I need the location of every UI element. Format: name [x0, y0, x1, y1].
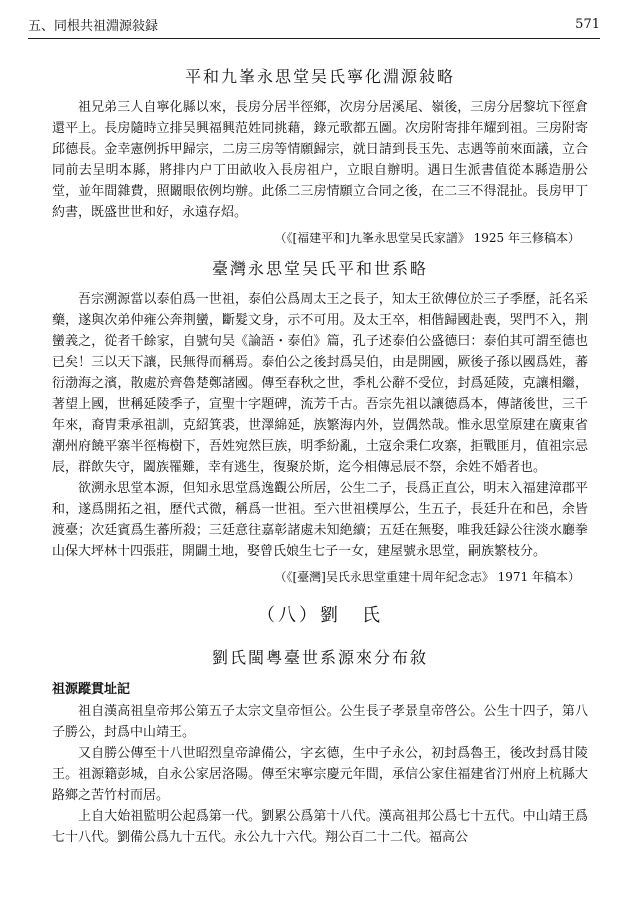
subheading: 祖源蹤貫址記 — [52, 682, 131, 697]
section-title: 平和九峯永思堂吴氏寧化淵源敍略 — [184, 67, 455, 86]
source-citation: （《[福建平和]九峯永思堂吴氏家譜》 1925 年三修稿本） — [274, 231, 580, 245]
paragraph: 祖自漢高祖皇帝邦公第五子太宗文皇帝恒公。公生長子孝景皇帝啓公。公生十四子，第八子勝公，封爲中山靖王。 — [52, 704, 588, 740]
page-number: 571 — [575, 16, 600, 32]
page-body — [52, 58, 588, 848]
source-citation: （《[臺灣]吴氏永思堂重建十周年紀念志》 1971 年稿本） — [274, 570, 580, 584]
running-header-title: 五、同根共祖淵源敍録 — [28, 18, 159, 34]
chapter-heading: （八）劉 氏 — [257, 605, 383, 626]
paragraph: 祖兄弟三人自寧化縣以來，長房分居半徑鄉，次房分居溪尾、嶺後，三房分居黎坑下徑倉還平上。長房隨時立排吴興福興范姓同挑藉，錄元歌都五圖。次房附寄排年耀到祖。三房附寄邱德長。金幸憲例拆甲歸宗，二房三房等情願歸宗，就日請到長玉先、志遇等前來面議，立合同前去呈明本縣，將排内户丁田畝收入長房祖户，立眼自辦明。遇日生派書值從本縣造册公堂，並年間雜費，照闞眼依例均辦。此係二三房情願立合同之後，在二三不得混扯。長房甲丁約書，既盛世世和好，永遠存炤。 — [52, 100, 588, 220]
paragraph: 欲溯永思堂本源，但知永思堂爲逸觀公所居，公生二子，長爲正直公，明末入福建漳郡平和，遂爲開拓之祖，歷代式微，稱爲一世祖。至六世祖樸厚公，生五子，長廷升在和邑，余皆渡臺；次廷賓爲生蕃所殺；三廷意往嘉彰諸處未知絶續；五廷在無娶，唯我廷録公往淡水廳拳山保大坪林十四張莊，開闢土地，娶曾氏娘生七子一女，建屋號永思堂，嗣族繁枝分。 — [52, 481, 588, 559]
header-divider — [28, 38, 600, 39]
paragraph: 吾宗溯源當以泰伯爲一世祖，泰伯公爲周太王之長子，知太王欲傳位於三子季歷，託名采藥，遂與次弟仲雍公奔荆蠻，斷髮文身，示不可用。及太王卒，相偕歸國赴喪，哭門不入，荆蠻義之，從者千餘家，自號句吴《論語・泰伯》篇，孔子述泰伯公盛德曰：泰伯其可謂至德也已矣！三以天下讓，民無得而稱焉。泰伯公之後封爲吴伯，由是開國，厥後子孫以國爲姓，蕃衍渤海之濱，散處於齊魯楚鄭諸國。傳至春秋之世，季札公辭不受位，封爲延陵，克讓相繼，著望上國，世稱延陵季子，宣聖十字題碑，流芳千古。吾宗先祖以讓德爲本，傳諸後世，三千年來，裔胄秉承祖訓，克紹箕裘，世澤綿延，族繁海内外，豈偶然哉。惟永思堂原建在廣東省潮州府饒平寨半徑梅樹下，吾姓宛然巨族，明季紛亂，土寇余秉仁攻寨，拒戰匪月，值祖宗忌辰，群飲失守，闔族罹難，幸有逃生，復聚於斯，迄今相傳忌辰不祭，余姓不婚者也。 — [52, 292, 588, 475]
paragraph: 又自勝公傳至十八世昭烈皇帝諱備公，字玄德，生中子永公，初封爲魯王，後改封爲甘陵王。祖源籍彭城，自永公家居洛陽。傳至宋寧宗慶元年間，承信公家住福建省汀州府上杭縣大路鄉之苦竹村而居。 — [52, 746, 588, 803]
running-header — [28, 12, 600, 36]
paragraph: 上自大始祖監明公起爲第一代。劉累公爲第十八代。漢高祖邦公爲七十五代。中山靖王爲七十八代。劉備公爲九十五代。永公九十六代。翔公百二十二代。福高公 — [52, 809, 588, 845]
section-title: 劉氏閩粵臺世系源來分布敘 — [211, 648, 428, 667]
section-title: 臺灣永思堂吴氏平和世系略 — [211, 259, 428, 278]
